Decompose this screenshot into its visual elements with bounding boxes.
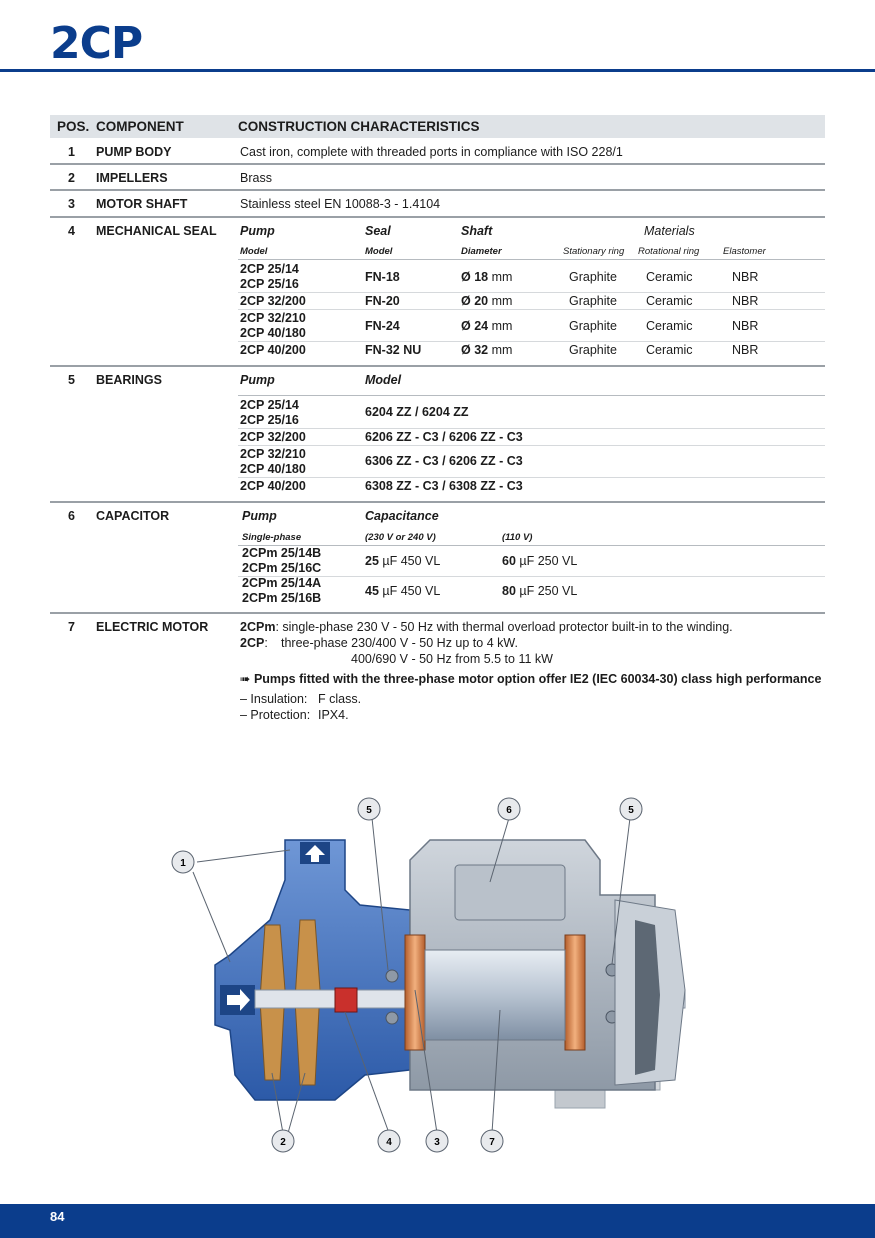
- capacitor-head-capacitance: Capacitance: [365, 509, 439, 523]
- seal-shaft: Ø 18 mm: [461, 270, 513, 284]
- seal-pump: 2CP 32/200: [240, 294, 306, 308]
- callout-4: [378, 1130, 400, 1152]
- subrow-divider: [238, 445, 825, 446]
- row-pos: 3: [68, 197, 75, 211]
- row-pos: 6: [68, 509, 75, 523]
- bearing-model: 6204 ZZ / 6204 ZZ: [365, 405, 469, 419]
- subrow-divider: [238, 545, 825, 546]
- row-divider: [50, 501, 825, 503]
- capacitor-sub-110: (110 V): [502, 532, 533, 543]
- svg-text:1: 1: [180, 858, 186, 869]
- subrow-divider: [238, 428, 825, 429]
- bearing-pump: 2CP 25/16: [240, 413, 299, 427]
- row-component: PUMP BODY: [96, 145, 172, 159]
- callout-5-rear: [620, 798, 642, 820]
- seal-rotational: Ceramic: [646, 270, 693, 284]
- seal-pump: 2CP 25/14: [240, 262, 299, 276]
- subrow-divider: [238, 341, 825, 342]
- capacitor-110: 80 µF 250 VL: [502, 584, 578, 598]
- row-component: MOTOR SHAFT: [96, 197, 188, 211]
- row-divider: [50, 365, 825, 367]
- seal-elastomer: NBR: [732, 294, 759, 308]
- row-text: Stainless steel EN 10088-3 - 1.4104: [240, 197, 441, 211]
- row-divider: [50, 163, 825, 165]
- bearing-pump: 2CP 32/210: [240, 447, 306, 461]
- subrow-divider: [238, 292, 825, 293]
- subrow-divider: [238, 309, 825, 310]
- bearing-head-pump: Pump: [240, 373, 275, 387]
- bearing-pump: 2CP 40/200: [240, 479, 306, 493]
- title-rule: [0, 69, 875, 72]
- svg-text:6: 6: [506, 805, 512, 816]
- capacitor-box: [455, 865, 565, 920]
- row-component: MECHANICAL SEAL: [96, 224, 217, 238]
- seal-head-seal: Seal: [365, 224, 391, 238]
- capacitor-110: 60 µF 250 VL: [502, 554, 578, 568]
- motor-protection-label: – Protection:: [240, 708, 311, 722]
- seal-head-shaft: Shaft: [461, 224, 493, 238]
- seal-model: FN-20: [365, 294, 400, 308]
- subrow-divider: [238, 395, 825, 396]
- seal-shaft: Ø 32 mm: [461, 343, 513, 357]
- seal-stationary: Graphite: [569, 319, 617, 333]
- svg-text:3: 3: [434, 1137, 440, 1148]
- row-component: IMPELLERS: [96, 171, 168, 185]
- row-text: Cast iron, complete with threaded ports in compliance with ISO 228/1: [240, 145, 623, 159]
- seal-elastomer: NBR: [732, 270, 759, 284]
- capacitor-230: 25 µF 450 VL: [365, 554, 441, 568]
- header-characteristics: CONSTRUCTION CHARACTERISTICS: [238, 119, 480, 134]
- callout-1: [172, 851, 194, 873]
- callout-2: [272, 1130, 294, 1152]
- seal-pump: 2CP 40/200: [240, 343, 306, 357]
- bearing-model: 6306 ZZ - C3 / 6206 ZZ - C3: [365, 454, 523, 468]
- motor-line-single-phase: 2CPm: single-phase 230 V - 50 Hz with thermal overload protector built-in to the winding.: [240, 620, 733, 634]
- capacitor-pump: 2CPm 25/14A: [242, 576, 322, 590]
- seal-rotational: Ceramic: [646, 343, 693, 357]
- row-divider: [50, 216, 825, 218]
- row-pos: 2: [68, 171, 75, 185]
- capacitor-pump: 2CPm 25/14B: [242, 546, 322, 560]
- motor-line-three-phase: 2CP:: [240, 636, 268, 650]
- callout-5-front: [358, 798, 380, 820]
- header-pos: POS.: [57, 119, 90, 134]
- stator-winding-rear: [565, 935, 585, 1050]
- rotor: [425, 950, 565, 1040]
- row-pos: 1: [68, 145, 75, 159]
- bearing-model: 6308 ZZ - C3 / 6308 ZZ - C3: [365, 479, 523, 493]
- svg-text:4: 4: [386, 1137, 392, 1148]
- bearing-pump: 2CP 32/200: [240, 430, 306, 444]
- seal-head-materials: Materials: [644, 224, 695, 238]
- capacitor-head-pump: Pump: [242, 509, 277, 523]
- page-number: 84: [50, 1209, 65, 1224]
- motor-line-three-phase-spec2: 400/690 V - 50 Hz from 5.5 to 11 kW: [351, 652, 553, 666]
- row-pos: 5: [68, 373, 75, 387]
- footer-bar: [0, 1204, 875, 1238]
- capacitor-pump: 2CPm 25/16B: [242, 591, 322, 605]
- seal-rotational: Ceramic: [646, 294, 693, 308]
- motor-protection-value: IPX4.: [318, 708, 349, 722]
- seal-model: FN-24: [365, 319, 400, 333]
- motor-ie2-note: ➠ Pumps fitted with the three-phase motor option offer IE2 (IEC 60034-30) class high performance: [240, 672, 822, 686]
- seal-sub-rotational: Rotational ring: [638, 246, 700, 257]
- bearing-head-model: Model: [365, 373, 402, 387]
- seal-sub-seal-model: Model: [365, 246, 393, 257]
- seal-model: FN-18: [365, 270, 400, 284]
- callout-6: [498, 798, 520, 820]
- bearing-pump: 2CP 40/180: [240, 462, 306, 476]
- header-component: COMPONENT: [96, 119, 184, 134]
- svg-text:7: 7: [489, 1137, 495, 1148]
- mechanical-seal: [335, 988, 357, 1012]
- seal-rotational: Ceramic: [646, 319, 693, 333]
- seal-model: FN-32 NU: [365, 343, 422, 357]
- page-title: 2CP: [50, 18, 143, 69]
- seal-stationary: Graphite: [569, 294, 617, 308]
- seal-stationary: Graphite: [569, 343, 617, 357]
- svg-text:5: 5: [628, 805, 634, 816]
- seal-sub-shaft-diameter: Diameter: [461, 246, 502, 257]
- row-pos: 4: [68, 224, 75, 238]
- seal-shaft: Ø 20 mm: [461, 294, 513, 308]
- row-text: Brass: [240, 171, 272, 185]
- table-header: [50, 115, 825, 138]
- capacitor-pump: 2CPm 25/16C: [242, 561, 322, 575]
- subrow-divider: [238, 576, 825, 577]
- row-divider: [50, 612, 825, 614]
- capacitor-sub-phase: Single-phase: [242, 532, 302, 543]
- capacitor-sub-230: (230 V or 240 V): [365, 532, 436, 543]
- pump-cutaway-diagram: [160, 790, 700, 1165]
- seal-pump: 2CP 25/16: [240, 277, 299, 291]
- seal-pump: 2CP 40/180: [240, 326, 306, 340]
- motor-line-three-phase-spec: three-phase 230/400 V - 50 Hz up to 4 kW.: [281, 636, 518, 650]
- svg-text:2: 2: [280, 1137, 286, 1148]
- subrow-divider: [238, 477, 825, 478]
- seal-stationary: Graphite: [569, 270, 617, 284]
- callout-7: [481, 1130, 503, 1152]
- callout-3: [426, 1130, 448, 1152]
- row-component: BEARINGS: [96, 373, 162, 387]
- bearing-model: 6206 ZZ - C3 / 6206 ZZ - C3: [365, 430, 523, 444]
- svg-text:5: 5: [366, 805, 372, 816]
- motor-insulation-label: – Insulation:: [240, 692, 308, 706]
- bearing-pump: 2CP 25/14: [240, 398, 299, 412]
- seal-elastomer: NBR: [732, 343, 759, 357]
- seal-sub-pump-model: Model: [240, 246, 268, 257]
- seal-sub-stationary: Stationary ring: [563, 246, 625, 257]
- seal-shaft: Ø 24 mm: [461, 319, 513, 333]
- seal-head-pump: Pump: [240, 224, 275, 238]
- motor-insulation-value: F class.: [318, 692, 362, 706]
- row-pos: 7: [68, 620, 75, 634]
- bearing-front-top: [386, 970, 398, 982]
- row-component: ELECTRIC MOTOR: [96, 620, 209, 634]
- seal-elastomer: NBR: [732, 319, 759, 333]
- subrow-divider: [238, 259, 825, 260]
- row-divider: [50, 189, 825, 191]
- seal-pump: 2CP 32/210: [240, 311, 306, 325]
- row-component: CAPACITOR: [96, 509, 170, 523]
- capacitor-230: 45 µF 450 VL: [365, 584, 441, 598]
- seal-sub-elastomer: Elastomer: [723, 246, 766, 257]
- bearing-front-bottom: [386, 1012, 398, 1024]
